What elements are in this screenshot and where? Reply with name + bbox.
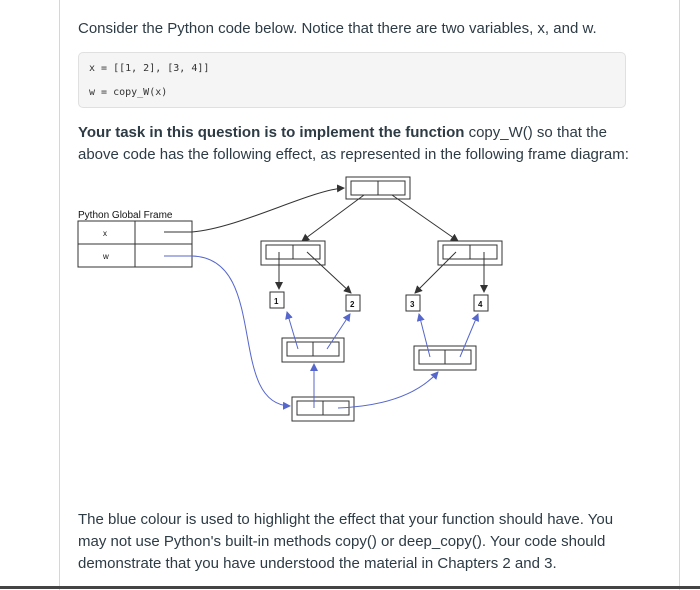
frame-title: Python Global Frame <box>78 210 173 221</box>
content-left-border <box>59 0 60 590</box>
list-inner-3-4 <box>438 241 502 265</box>
code-line-2: w = copy_W(x) <box>89 87 168 98</box>
svg-text:2: 2 <box>350 300 355 309</box>
list-x-outer <box>346 177 410 199</box>
value-box-4 <box>474 295 488 311</box>
code-block <box>78 52 626 108</box>
var-x-label: x <box>103 229 107 238</box>
intro-paragraph: Consider the Python code below. Notice that there are two variables, x, and w. <box>78 20 597 37</box>
bottom-rule <box>0 586 700 589</box>
svg-text:3: 3 <box>410 300 415 309</box>
var-w-label: w <box>103 252 109 261</box>
value-box-2 <box>346 295 360 311</box>
content-right-border <box>679 0 680 590</box>
task-bold-text: Your task in this question is to implement the function <box>78 124 465 141</box>
value-box-3 <box>406 295 420 311</box>
value-box-1 <box>270 292 284 308</box>
svg-text:4: 4 <box>478 300 483 309</box>
frame-diagram <box>70 170 540 430</box>
code-line-1: x = [[1, 2], [3, 4]] <box>89 63 210 74</box>
footer-paragraph: The blue colour is used to highlight the effect that your function should have. You may not use Python's built-in methods copy() or deep_copy(). Your code should demonstrate that you have understood the material in Chapters 2 and 3. <box>78 511 614 572</box>
task-rest-text: copy_W() so that the above code has the following effect, as represented in the following frame diagram: <box>78 124 629 163</box>
task-paragraph <box>78 122 638 166</box>
copy-list-outer <box>292 397 354 421</box>
reference-arrows-blue <box>164 256 478 408</box>
copy-list-3-4 <box>414 346 476 370</box>
svg-text:1: 1 <box>274 297 279 306</box>
copy-list-1-2 <box>282 338 344 362</box>
list-inner-1-2 <box>261 241 325 265</box>
